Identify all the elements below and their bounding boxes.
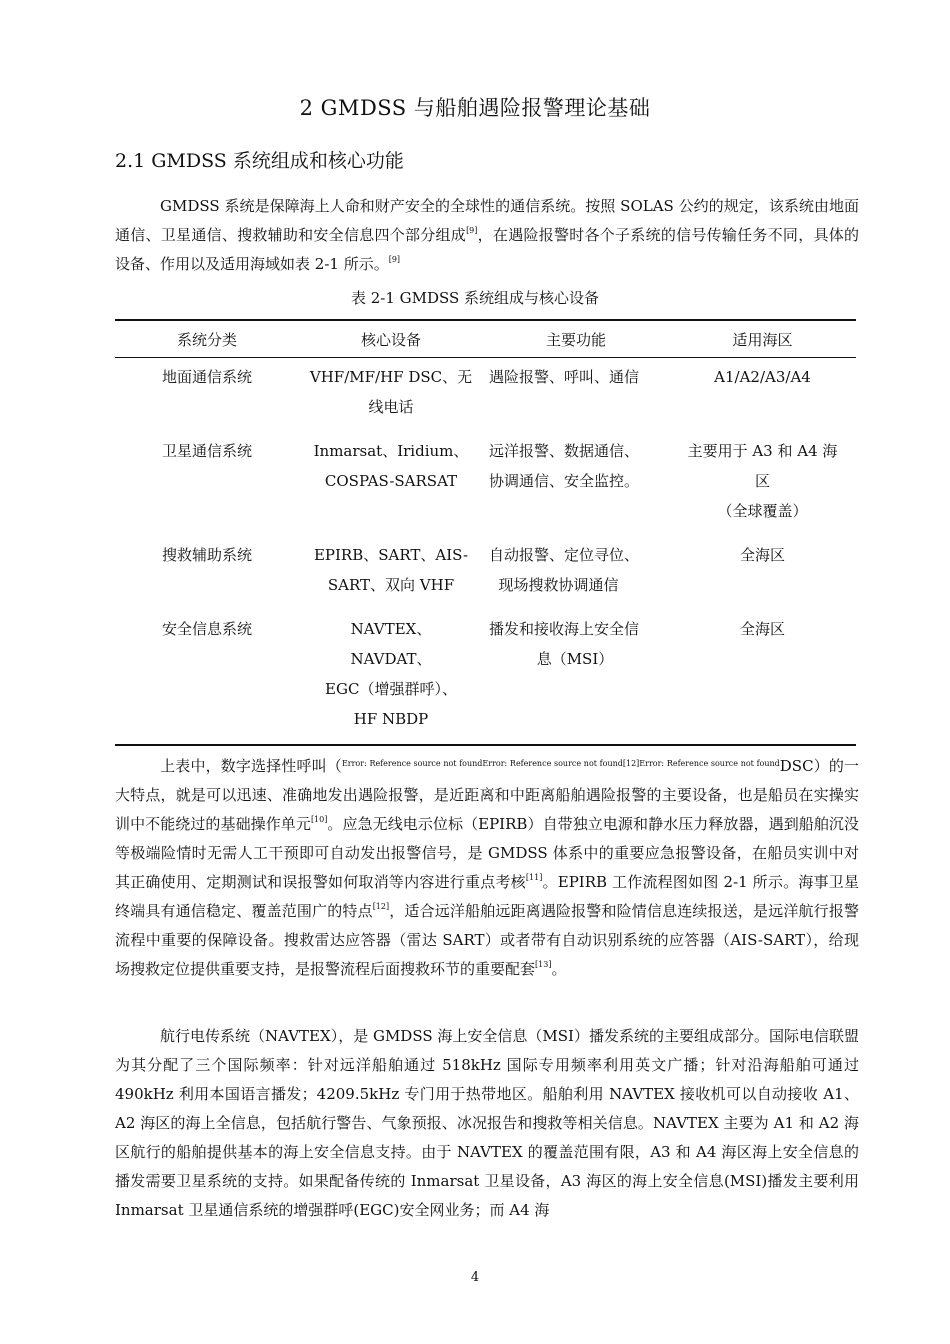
page-number: 4 [470, 1270, 480, 1285]
header-category: 系统分类 [115, 320, 299, 358]
cell-function: 远洋报警、数据通信、 协调通信、安全监控。 [489, 442, 640, 490]
reference-error-text: Error: Reference source not foundError: Reference source not found[12]Error: Reference source not found [341, 759, 780, 768]
cell-equipment: NAVTEX、 NAVDAT、 EGC（增强群呼）、 HF NBDP [299, 610, 483, 745]
cell-equipment: VHF/MF/HF DSC、无 线电话 [309, 368, 473, 416]
citation-11[interactable]: [11] [525, 873, 543, 882]
intro-text-2: ，在遇险报警时各个子系统的信号传输任务不同，具体的设备、作用以及适用海域如表 2-1 所示。 [115, 226, 859, 273]
table-caption: 表 2-1 GMDSS 系统组成与核心设备 [350, 289, 600, 307]
chapter-title: 2 GMDSS 与船舶遇险报警理论基础 [299, 96, 651, 120]
header-function: 主要功能 [483, 320, 669, 358]
body-paragraph-dsc: 上表中，数字选择性呼叫（$^{Error: Reference source not foundError: Reference source not found[12]Error: Reference source not found}$DSC）的一大特点，就是可以迅速、准确地发出遇险报警，是近距离和中距离船舶遇险报警的主要设备，也是船员在实操实训中不能绕过的基础操作单元[10]。应急无线电示位标（EPIRB）自带独立电源和静水压力释放器，遇到船舶沉没等极端险情时无需人工干预即可自动发出报警信号，是 GMDSS 体系中的重要应急报警设备，在船员实训中对其正确使用、定期测试和误报警如何取消等内容进行重点考核[11]。EPIRB 工作流程图如图 2-1 所示。海事卫星终端具有通信稳定、覆盖范围广的特点[12]，适合远洋船舶远距离遇险报警和险情信息连续报送，是远洋航行报警流程中重要的保障设备。搜救雷达应答器（雷达 SART）或者带有自动识别系统的应答器（AIS-SART），给现场搜救定位提供重要支持，是报警流程后面搜救环节的重要配套[13]。 [115, 757, 859, 978]
citation-12[interactable]: [12] [372, 902, 390, 911]
cell-function: 播发和接收海上安全信 息（MSI） [483, 610, 669, 745]
body-paragraph-navtex: 航行电传系统（NAVTEX），是 GMDSS 海上安全信息（MSI）播发系统的主要组成部分。国际电信联盟为其分配了三个国际频率：针对远洋船舶通过 518kHz 国际专用频率利用英文广播；针对沿海船舶可通过 490kHz 利用本国语言播发；4209.5kHz 专门用于热带地区。船舶利用 NAVTEX 接收机可以自动接收 A1、A2 海区的海上全信息，包括航行警告、气象预报、冰况报告和搜救等相关信息。NAVTEX 主要为 A1 和 A2 海区航行的船舶提供基本的海上安全信息支持。由于 NAVTEX 的覆盖范围有限，A3 和 A4 海区海上安全信息的播发需要卫星系统的支持。如果配备传统的 Inmarsat 卫星设备，A3 海区的海上安全信息(MSI)播发主要利用 Inmarsat 卫星通信系统的增强群呼(EGC)安全网业务；而 A4 海 [115, 1027, 859, 1219]
cell-category: 卫星通信系统 [161, 442, 252, 460]
table-header-row [115, 320, 856, 358]
citation-9-b[interactable]: [9] [388, 255, 401, 264]
cell-category: 安全信息系统 [115, 610, 299, 745]
cell-equipment: EPIRB、SART、AIS- SART、双向 VHF [313, 546, 469, 594]
header-area: 适用海区 [669, 320, 856, 358]
citation-13[interactable]: [13] [535, 960, 552, 969]
table-row [115, 358, 856, 433]
table-row [115, 432, 856, 536]
cell-area: 全海区 [739, 546, 785, 564]
table-row [115, 536, 856, 610]
cell-equipment: Inmarsat、Iridium、 COSPAS-SARSAT [313, 442, 469, 490]
cell-function: 遇险报警、呼叫、通信 [489, 368, 640, 386]
section-title: 2.1 GMDSS 系统组成和核心功能 [115, 150, 404, 172]
cell-function: 自动报警、定位寻位、 现场搜救协调通信 [489, 546, 640, 594]
citation-10[interactable]: [10] [310, 815, 328, 824]
cell-category: 搜救辅助系统 [161, 546, 252, 564]
cell-area: A1/A2/A3/A4 [714, 368, 811, 386]
cell-category: 地面通信系统 [161, 368, 252, 386]
intro-text-1: GMDSS 系统是保障海上人命和财产安全的全球性的通信系统。按照 SOLAS 公约的规定，该系统由地面通信、卫星通信、搜救辅助和安全信息四个部分组成 [115, 197, 859, 244]
cell-area: 主要用于 A3 和 A4 海 区 （全球覆盖） [687, 442, 838, 520]
intro-paragraph [115, 192, 859, 279]
citation-9[interactable]: [9] [466, 226, 478, 235]
gmdss-table [115, 319, 856, 746]
cell-area: 全海区 [669, 610, 856, 745]
table-row [115, 610, 856, 745]
header-equipment: 核心设备 [299, 320, 483, 358]
